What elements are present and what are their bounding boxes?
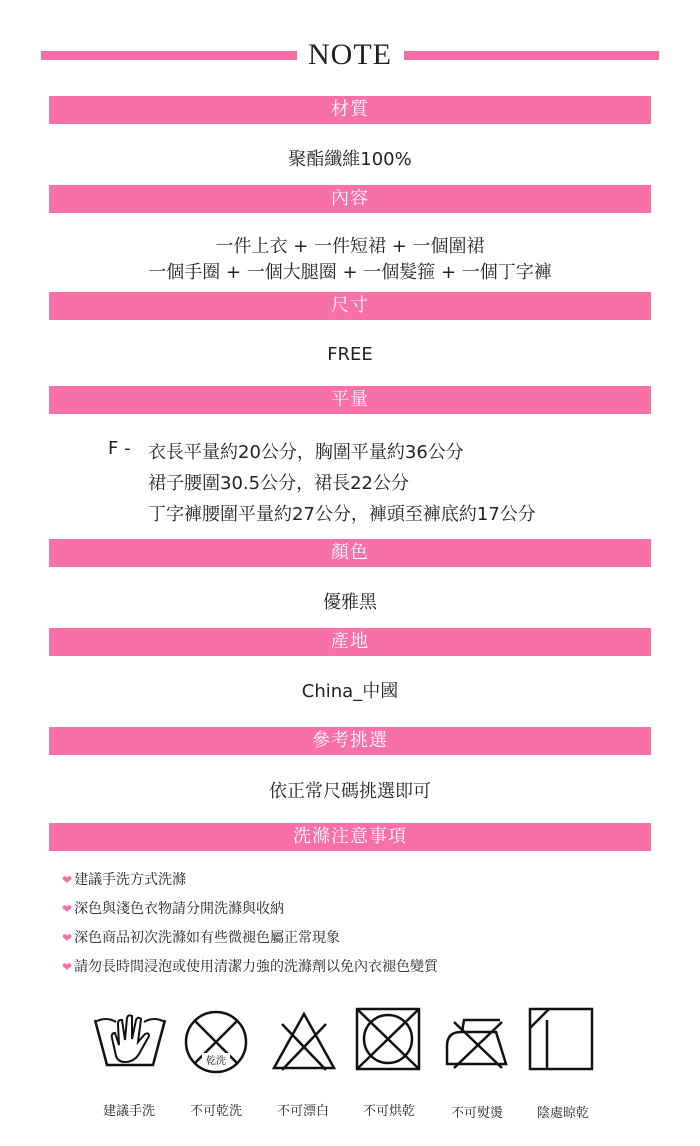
section-sizing-header: 參考挑選 (49, 727, 651, 755)
section-color-header: 顏色 (49, 539, 651, 567)
hand-wash-icon (92, 1012, 168, 1068)
measurements-line-3: 丁字褲腰圍平量約27公分，褲頭至褲底約17公分 (148, 504, 536, 525)
section-material-header: 材質 (49, 96, 651, 124)
care-icon-label: 不可漂白 (276, 1104, 329, 1119)
care-icon-label: 不可乾洗 (189, 1104, 242, 1119)
no-bleach-icon (270, 1010, 338, 1072)
contents-line-1: 一件上衣 + 一件短裙 + 一個圍裙 (215, 236, 485, 257)
material-value: 聚酯纖維100% (288, 149, 412, 170)
care-icon-label: 陰處晾乾 (536, 1106, 589, 1121)
care-icon-label: 不可熨燙 (450, 1106, 503, 1121)
origin-value: China_中國 (301, 681, 399, 702)
heart-icon: ❤ (62, 960, 73, 974)
care-icon-label: 建議手洗 (102, 1104, 155, 1119)
page-title: NOTE (308, 38, 392, 71)
section-origin-header: 產地 (49, 628, 651, 656)
care-icon-label: 不可烘乾 (362, 1104, 415, 1119)
section-size-header: 尺寸 (49, 292, 651, 320)
color-value: 優雅黑 (323, 592, 377, 613)
dry-in-shade-icon (527, 1006, 595, 1072)
heart-icon: ❤ (62, 902, 73, 916)
care-item: ❤ 深色與淺色衣物請分開洗滌與收納 (62, 901, 285, 917)
section-care-header: 洗滌注意事項 (49, 823, 651, 851)
contents-line-2: 一個手圈 + 一個大腿圈 + 一個髮箍 + 一個丁字褲 (148, 262, 552, 283)
section-contents-header: 內容 (49, 185, 651, 213)
sizing-advice-value: 依正常尺碼挑選即可 (269, 781, 431, 802)
care-item: ❤ 請勿長時間浸泡或使用清潔力強的洗滌劑以免內衣褪色變質 (62, 959, 439, 975)
care-item: ❤ 深色商品初次洗滌如有些微褪色屬正常現象 (62, 930, 341, 946)
dry-clean-label: 乾洗 (206, 1056, 226, 1067)
measurements-prefix: F - (108, 438, 131, 459)
section-measurements-header: 平量 (49, 386, 651, 414)
no-iron-icon (444, 1010, 510, 1070)
care-item: ❤ 建議手洗方式洗滌 (62, 872, 187, 888)
measurements-line-1: 衣長平量約20公分，胸圍平量約36公分 (148, 442, 464, 463)
heart-icon: ❤ (62, 873, 73, 887)
size-value: FREE (327, 344, 373, 365)
heart-icon: ❤ (62, 931, 73, 945)
no-tumble-dry-icon (354, 1006, 422, 1072)
measurements-line-2: 裙子腰圍30.5公分，裙長22公分 (148, 473, 409, 494)
no-dry-clean-icon (183, 1009, 249, 1075)
